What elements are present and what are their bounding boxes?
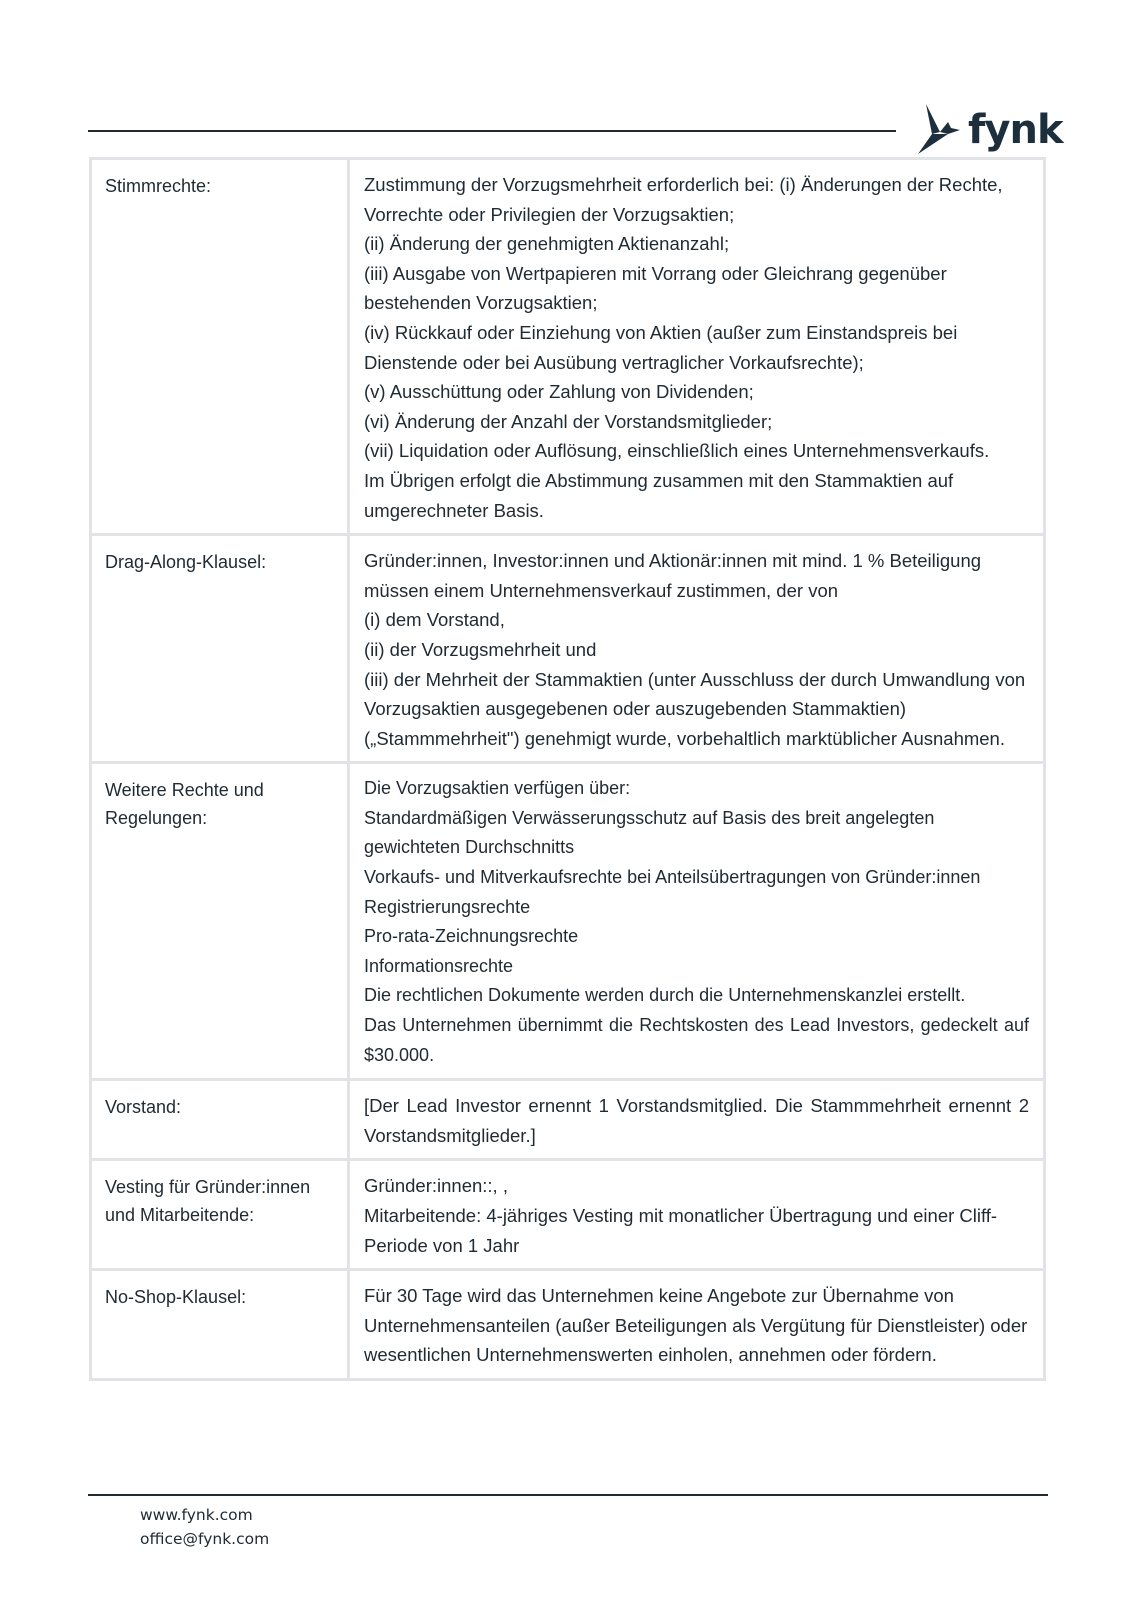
value-line: Im Übrigen erfolgt die Abstimmung zusammen mit den Stammaktien auf umgerechneter Basis. [364,469,954,521]
value-line: Zustimmung der Vorzugsmehrheit erforderlich bei: (i) Änderungen der Rechte, Vorrechte oder Privilegien der Vorzugsaktien; [364,174,1003,225]
row-value [349,159,1045,535]
value-line: Informationsrechte [364,955,514,976]
value-line: Gründer:innen::, , [364,1175,508,1197]
value-line: Für 30 Tage wird das Unternehmen keine Angebote zur Übernahme von Unternehmensanteilen (außer Beteiligungen als Vergütung für Dienstleister) oder wesentlichen Unternehmenswerten einholen, annehmen oder fördern. [364,1285,1028,1366]
row-label: No-Shop-Klausel: [91,1270,349,1380]
value-line: (iii) der Mehrheit der Stammaktien (unter Ausschluss der durch Umwandlung von Vorzugsaktien ausgegebenen oder auszugebenden Stammaktien) („Stammmehrheit") genehmigt wurde, vorbehaltlich marktüblicher Ausnahmen. [364,668,1026,749]
row-value [349,763,1045,1080]
row-label: Vorstand: [91,1080,349,1160]
table-row-no-shop [91,1270,1045,1380]
footer-rule [88,1494,1048,1496]
row-value [349,1080,1045,1160]
fynk-logo [918,104,1063,160]
value-line: Gründer:innen, Investor:innen und Aktionär:innen mit mind. 1 % Beteiligung müssen einem Unternehmensverkauf zustimmen, der von [364,550,982,601]
header-rule [88,130,896,132]
value-line: Mitarbeitende: 4-jähriges Vesting mit monatlicher Übertragung und einer Cliff-Periode von 1 Jahr [364,1205,998,1256]
value-line: Registrierungsrechte [364,896,531,917]
value-line: (iv) Rückkauf oder Einziehung von Aktien (außer zum Einstandspreis bei Dienstende oder bei Ausübung vertraglicher Vorkaufsrechte); [364,321,958,373]
table-row-vorstand [91,1080,1045,1160]
value-line: (i) dem Vorstand, [364,609,505,631]
value-line: Das Unternehmen übernimmt die Rechtskosten des Lead Investors, gedeckelt auf $30.000. [364,1015,1029,1065]
table-row-drag-along [91,535,1045,763]
terms-table [89,157,1046,1381]
row-label: Vesting für Gründer:innen und Mitarbeitende: [91,1160,349,1270]
row-value [349,1270,1045,1380]
table-row-vesting [91,1160,1045,1270]
footer-website-link[interactable]: www.fynk.com [140,1506,253,1524]
row-value [349,1160,1045,1270]
logo-text: fynk [968,107,1063,153]
value-line: Pro-rata-Zeichnungsrechte [364,926,579,947]
value-line: Die Vorzugsaktien verfügen über: [364,778,631,799]
value-line: (ii) Änderung der genehmigten Aktienanzahl; [364,233,730,255]
row-label: Drag-Along-Klausel: [91,535,349,763]
value-line: (vi) Änderung der Anzahl der Vorstandsmitglieder; [364,410,773,432]
value-line: Standardmäßigen Verwässerungsschutz auf Basis des breit angelegten gewichteten Durchschnitts [364,807,935,858]
row-label: Weitere Rechte und Regelungen: [91,763,349,1080]
value-line: (vii) Liquidation oder Auflösung, einschließlich eines Unternehmensverkaufs. [364,440,990,462]
table-row-stimmrechte [91,159,1045,535]
footer-email-link[interactable]: office@fynk.com [140,1530,270,1548]
row-value [349,535,1045,763]
table-row-weitere-rechte [91,763,1045,1080]
value-line: (iii) Ausgabe von Wertpapieren mit Vorrang oder Gleichrang gegenüber bestehenden Vorzugsaktien; [364,262,947,314]
value-line: [Der Lead Investor ernennt 1 Vorstandsmitglied. Die Stammmehrheit ernennt 2 Vorstandsmitglieder.] [364,1095,1029,1146]
row-label: Stimmrechte: [91,159,349,535]
value-line: Vorkaufs- und Mitverkaufsrechte bei Anteilsübertragungen von Gründer:innen [364,867,981,888]
value-line: (ii) der Vorzugsmehrheit und [364,638,597,660]
value-line: (v) Ausschüttung oder Zahlung von Dividenden; [364,381,754,403]
value-line: Die rechtlichen Dokumente werden durch die Unternehmenskanzlei erstellt. [364,985,966,1006]
bird-logo-icon [918,104,970,160]
